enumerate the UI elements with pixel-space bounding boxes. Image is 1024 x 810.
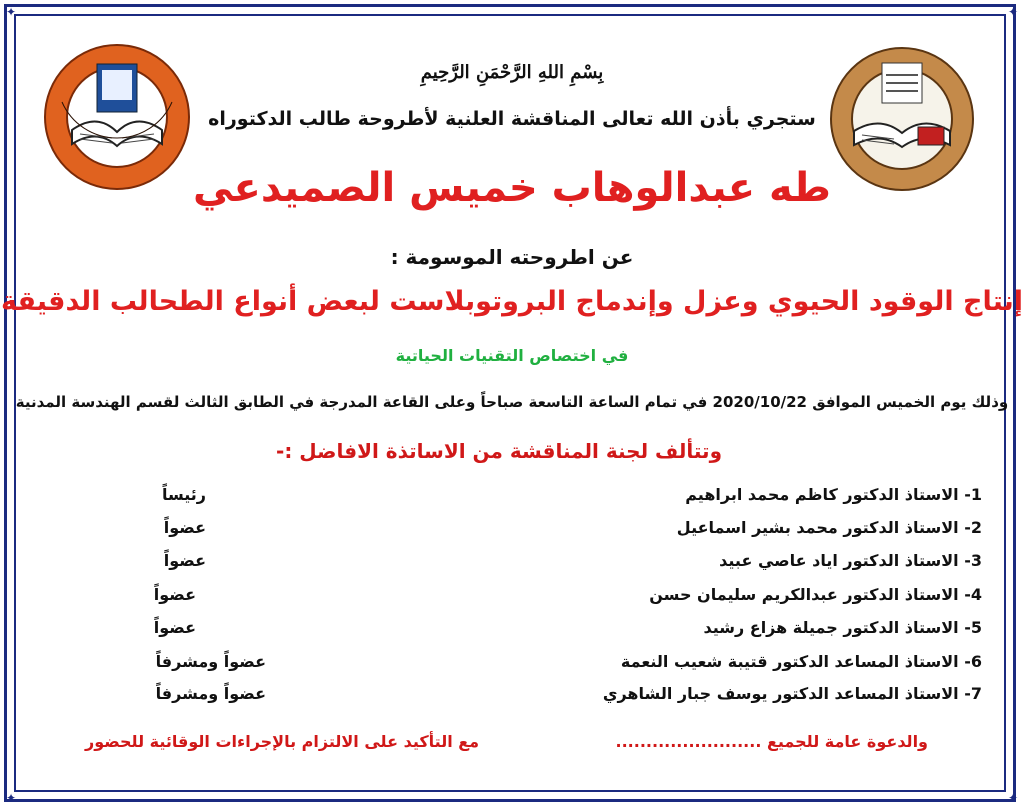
corner-ornament-icon: ✦ xyxy=(1007,791,1018,805)
specialization: في اختصاص التقنيات الحياتية xyxy=(395,346,629,365)
committee-role-3: عضواً xyxy=(163,551,206,570)
footer-note: مع التأكيد على الالتزام بالإجراءات الوقائية للحضور xyxy=(85,732,480,751)
committee-member-4: 4- الاستاذ الدكتور عبدالكريم سليمان حسن xyxy=(649,585,982,604)
committee-role-7: عضواً ومشرفاً xyxy=(155,684,266,703)
committee-role-5: عضواً xyxy=(153,618,196,637)
corner-ornament-icon: ✦ xyxy=(1007,5,1018,19)
thesis-entitled-label: عن اطروحته الموسومة : xyxy=(390,245,634,269)
footer-invitation: والدعوة عامة للجميع ........................ xyxy=(615,732,928,751)
basmala: بِسْمِ اللهِ الرَّحْمَنِ الرَّحِيمِ xyxy=(420,62,604,83)
corner-ornament-icon: ✦ xyxy=(6,5,17,19)
announcement-intro: ستجري بأذن الله تعالى المناقشة العلنية لأطروحة طالب الدكتوراه xyxy=(208,108,816,130)
committee-member-6: 6- الاستاذ المساعد الدكتور قتيبة شعيب النعمة xyxy=(620,652,982,671)
schedule-text: وذلك يوم الخميس الموافق 2020/10/22 في تمام الساعة التاسعة صباحاً وعلى القاعة المدرجة في الطابق الثالث لقسم الهندسة المدنية xyxy=(15,393,1009,411)
committee-role-6: عضواً ومشرفاً xyxy=(155,652,266,671)
candidate-name: طه عبدالوهاب خميس الصميدعي xyxy=(193,165,831,211)
committee-member-2: 2- الاستاذ الدكتور محمد بشير اسماعيل xyxy=(676,518,982,537)
committee-member-7: 7- الاستاذ المساعد الدكتور يوسف جبار الشاهري xyxy=(602,684,982,703)
committee-role-4: عضواً xyxy=(153,585,196,604)
committee-member-5: 5- الاستاذ الدكتور جميلة هزاع رشيد xyxy=(703,618,982,637)
thesis-title: إنتاج الوقود الحيوي وعزل وإندماج البروتوبلاست لبعض أنواع الطحالب الدقيقة xyxy=(0,286,1024,317)
committee-member-3: 3- الاستاذ الدكتور اياد عاصي عبيد xyxy=(719,551,982,570)
committee-member-1: 1- الاستاذ الدكتور كاظم محمد ابراهيم xyxy=(685,485,982,504)
corner-ornament-icon: ✦ xyxy=(6,791,17,805)
committee-role-2: عضواً xyxy=(163,518,206,537)
committee-intro: وتتألف لجنة المناقشة من الاساتذة الافاضل :- xyxy=(276,439,722,463)
committee-role-1: رئيساً xyxy=(161,485,206,504)
